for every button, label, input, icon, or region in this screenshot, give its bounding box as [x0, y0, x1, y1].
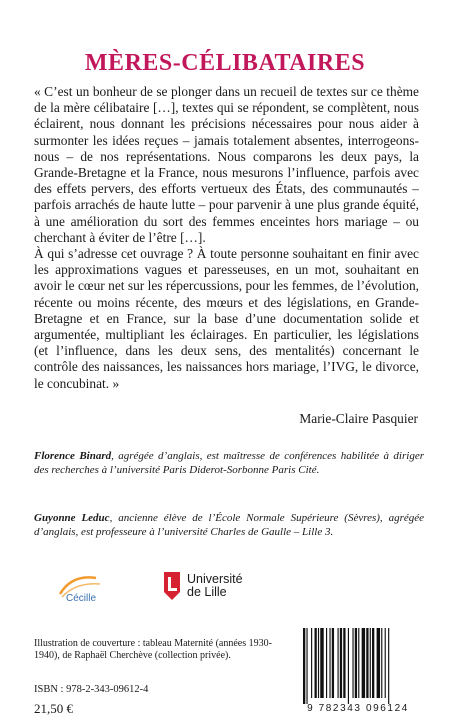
barcode-bar — [352, 628, 353, 698]
author-bio-text: , ancienne élève de l’École Normale Supérieure (Sèvres), agrégée d’anglais, est professeure à l’université Charles de Gaulle – Lille 3. — [34, 512, 425, 538]
barcode-bar — [343, 628, 345, 698]
barcode-bar — [332, 628, 334, 698]
back-cover-quote — [34, 84, 419, 392]
barcode-bar — [372, 628, 374, 698]
barcode-bar — [370, 628, 371, 698]
author-name: Guyonne Leduc — [34, 512, 110, 524]
barcode-digits: 9 782343 096124 — [307, 703, 409, 714]
author-name: Florence Binard — [34, 450, 112, 462]
barcode-bar — [340, 628, 342, 698]
cecille-logo-text: Cécille — [66, 593, 97, 604]
lille-mark-icon — [162, 570, 182, 602]
lille-logo-line1: Université — [187, 571, 243, 586]
barcode-bar — [318, 628, 319, 698]
author-bio-leduc — [34, 512, 424, 539]
isbn-barcode — [300, 628, 420, 704]
barcode-bar — [303, 628, 305, 704]
barcode-bar — [358, 628, 359, 698]
barcode-bar — [355, 628, 357, 698]
quote-paragraph-2: À qui s’adresse cet ouvrage ? À toute personne souhaitant en finir avec les approximations vagues et paresseuses, en un mot, souhaitant en avoir le cœur net sur les répercussions, pour les femmes, de l’évolution, récente ou moins récente, des mœurs et des législations, en Grande-Bretagne et en France, sur la base d’une documentation solide et argumentée, multipliant les éclairages. En particulier, les législations (et l’influence, dans les deux sens, des mentalités) concernant le contrôle des naissances, les naissances hors mariage, l’IVG, le divorce, le concubinat. » — [34, 246, 419, 391]
author-bio-binard — [34, 450, 424, 477]
price: 21,50 € — [34, 701, 73, 716]
barcode-bar — [388, 628, 389, 704]
barcode-bar — [320, 628, 323, 698]
lille-logo-line2: de Lille — [187, 585, 227, 599]
cover-illustration-credit: Illustration de couverture : tableau Maternité (années 1930-1940), de Raphaël Cherchève (collection privée). — [34, 638, 272, 662]
isbn: ISBN : 978-2-343-09612-4 — [34, 684, 149, 695]
lille-logo-text — [187, 573, 243, 600]
barcode-bar — [338, 628, 339, 698]
barcode-bar — [377, 628, 380, 698]
barcode-bar — [381, 628, 382, 698]
barcode-bar — [326, 628, 327, 698]
barcode-bar — [362, 628, 365, 698]
barcode-bar — [329, 628, 330, 698]
quote-signature: Marie-Claire Pasquier — [299, 411, 418, 426]
barcode-bar — [306, 628, 307, 704]
cecille-logo — [52, 572, 116, 606]
barcode-bar — [385, 628, 386, 698]
universite-de-lille-logo — [162, 570, 243, 602]
author-bio-text: , agrégée d’anglais, est maîtresse de conférences habilitée à diriger des recherches à l’université Paris Diderot-Sorbonne Paris Cité. — [34, 450, 424, 476]
barcode-bar — [311, 628, 312, 698]
quote-paragraph-1: « C’est un bonheur de se plonger dans un recueil de textes sur ce thème de la mère célibataire […], textes qui se répondent, se complètent, nous éclairent, nous donnant les précisions nécessaires pour nous aider à surmonter les idées reçues – jamais totalement absentes, interrogeons-nous – de nos représentations. Nous comparons les deux pays, la Grande-Bretagne et la France, nous mesurons l’influence, parfois avec des effets pervers, des efforts vertueux des États, des communautés – parfois arrachés de haute lutte – pour parvenir à une plus grande équité, à une amélioration du sort des femmes enceintes hors mariage – ou cherchant à éviter de l’être […]. — [34, 84, 419, 245]
barcode-bar — [366, 628, 368, 698]
book-title: MÈRES-CÉLIBATAIRES — [84, 50, 366, 76]
barcode-bar — [315, 628, 317, 698]
barcode-bar — [348, 628, 349, 704]
